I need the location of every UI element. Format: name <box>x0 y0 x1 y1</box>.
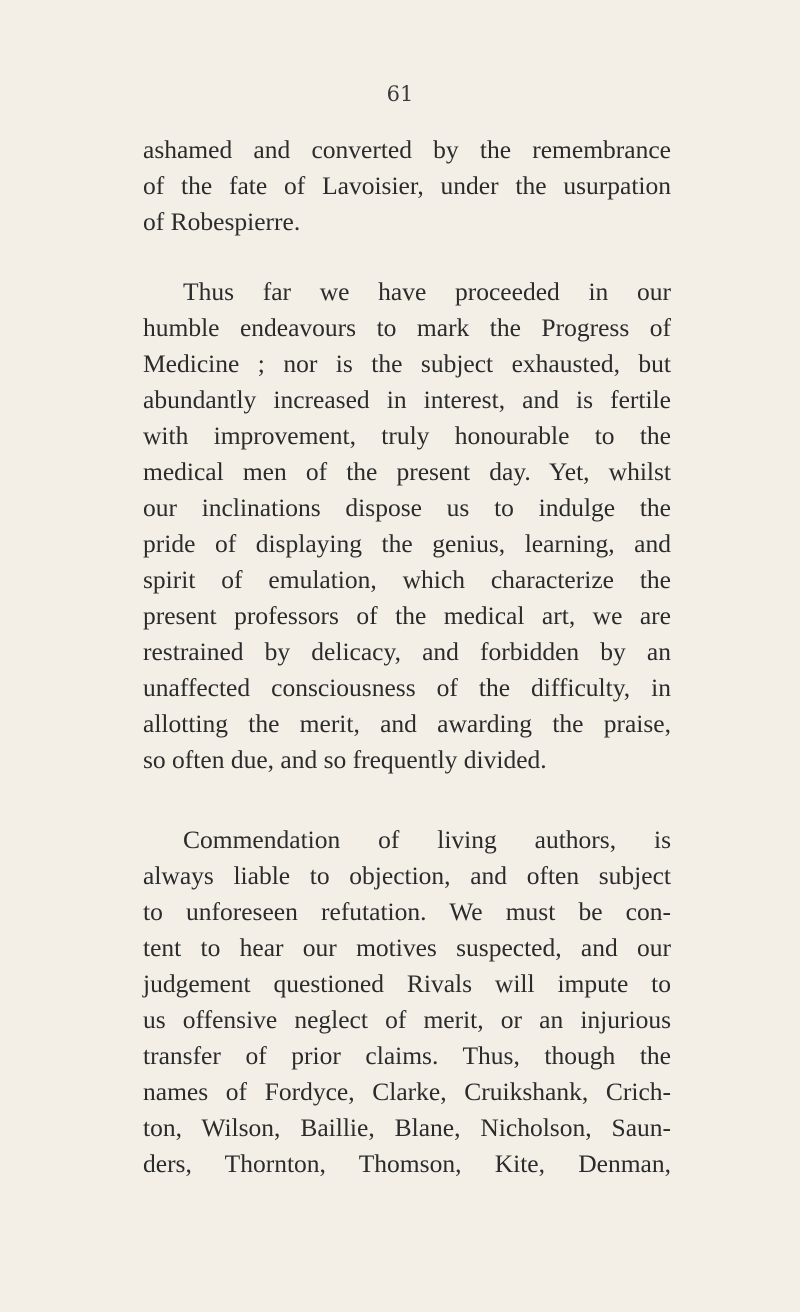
text-line: ton, Wilson, Baillie, Blane, Nicholson, Saun- <box>143 1113 671 1142</box>
text-line: with improvement, truly honourable to the <box>143 421 671 450</box>
text-line: so often due, and so frequently divided. <box>143 745 547 774</box>
text-line: to unforeseen refutation. We must be con- <box>143 897 671 926</box>
text-line: Commendation of living authors, is <box>183 825 671 854</box>
text-line: humble endeavours to mark the Progress of <box>143 313 671 342</box>
paragraph-1 <box>143 132 671 240</box>
text-line: judgement questioned Rivals will impute to <box>143 969 671 998</box>
text-line: ashamed and converted by the remembrance <box>143 135 671 164</box>
text-line: unaffected consciousness of the difficulty, in <box>143 673 671 702</box>
text-line: names of Fordyce, Clarke, Cruikshank, Crich- <box>143 1077 671 1106</box>
text-line: pride of displaying the genius, learning, and <box>143 529 671 558</box>
paragraph-2 <box>143 274 671 778</box>
text-line: transfer of prior claims. Thus, though the <box>143 1041 671 1070</box>
text-line: always liable to objection, and often subject <box>143 861 671 890</box>
text-line: us offensive neglect of merit, or an injurious <box>143 1005 671 1034</box>
text-line: Medicine ; nor is the subject exhausted, but <box>143 349 671 378</box>
text-line: abundantly increased in interest, and is fertile <box>143 385 671 414</box>
text-line: restrained by delicacy, and forbidden by an <box>143 637 671 666</box>
text-line: of Robespierre. <box>143 207 301 236</box>
text-line: our inclinations dispose us to indulge the <box>143 493 671 522</box>
text-line: medical men of the present day. Yet, whilst <box>143 457 671 486</box>
text-line: spirit of emulation, which characterize the <box>143 565 671 594</box>
page-number: 61 <box>386 82 414 106</box>
text-line: Thus far we have proceeded in our <box>183 277 671 306</box>
text-line: of the fate of Lavoisier, under the usurpation <box>143 171 671 200</box>
text-line: allotting the merit, and awarding the praise, <box>143 709 671 738</box>
text-line: tent to hear our motives suspected, and our <box>143 933 671 962</box>
text-line: ders, Thornton, Thomson, Kite, Denman, <box>143 1149 671 1178</box>
paragraph-3 <box>143 822 671 1182</box>
text-line: present professors of the medical art, we are <box>143 601 671 630</box>
